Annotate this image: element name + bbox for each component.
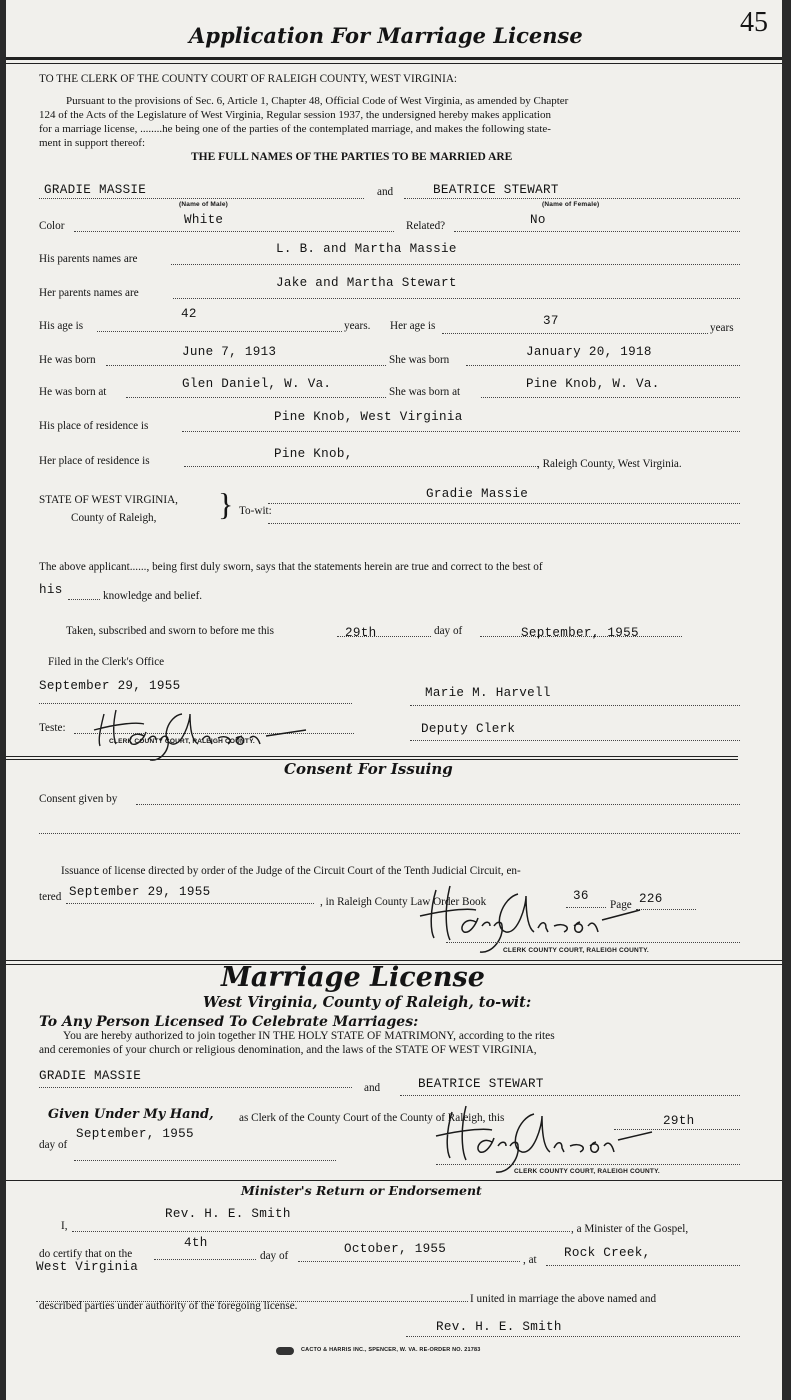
filed-date: September 29, 1955 (39, 679, 181, 693)
her-residence-value: Pine Knob, (274, 447, 353, 461)
minister-place-value-2: West Virginia (36, 1260, 139, 1274)
clerk-caption-2: CLERK COUNTY COURT, RALEIGH COUNTY. (503, 947, 649, 954)
given-text: as Clerk of the County Court of the County of Raleigh, this (239, 1112, 505, 1124)
united-text: I united in marriage the above named and (470, 1293, 657, 1305)
entered-date: September 29, 1955 (69, 885, 211, 899)
teste-label: Teste: (39, 722, 66, 734)
issuance-text: Issuance of license directed by order of the Judge of the Circuit Court of the Tenth Judicial Circuit, en- (61, 865, 521, 877)
color-value: White (184, 213, 224, 227)
she-born-value: January 20, 1918 (526, 345, 652, 359)
pursuant-text-4: ment in support thereof: (39, 137, 146, 149)
he-born-label: He was born (39, 354, 96, 366)
years-label-1: years. (344, 320, 371, 332)
raleigh-suffix: , Raleigh County, West Virginia. (537, 458, 682, 470)
minister-month-value: October, 1955 (344, 1242, 447, 1256)
county-label: County of Raleigh, (71, 512, 157, 524)
deputy-title: Deputy Clerk (421, 722, 516, 736)
she-born-at-label: She was born at (389, 386, 461, 398)
her-age-value: 37 (543, 314, 559, 328)
described-text: described parties under authority of the foregoing license. (39, 1300, 298, 1312)
consent-given-label: Consent given by (39, 793, 118, 805)
clerk-caption-3: CLERK COUNTY COURT, RALEIGH COUNTY. (514, 1168, 660, 1175)
license-and: and (364, 1082, 381, 1094)
state-label: STATE OF WEST VIRGINIA, (39, 494, 178, 506)
page-number: 45 (740, 7, 768, 38)
his-parents-value: L. B. and Martha Massie (276, 242, 457, 256)
his-age-value: 42 (181, 307, 197, 321)
minister-day-value: 4th (184, 1236, 208, 1250)
his-age-label: His age is (39, 320, 84, 332)
header-rule-thin (6, 63, 782, 64)
license-day-of-label: day of (39, 1139, 68, 1151)
license-female-name: BEATRICE STEWART (418, 1077, 544, 1091)
minister-day-of: day of (260, 1250, 289, 1262)
related-value: No (530, 213, 546, 227)
and-label: and (377, 186, 394, 198)
license-month-value: September, 1955 (76, 1127, 194, 1141)
related-label: Related? (406, 220, 446, 232)
full-names-heading: THE FULL NAMES OF THE PARTIES TO BE MARRIED ARE (191, 151, 513, 163)
female-name-value: BEATRICE STEWART (433, 183, 559, 197)
entered-label: tered (39, 891, 62, 903)
minister-suffix: , a Minister of the Gospel, (571, 1223, 689, 1235)
footer-imprint: CACTO & HARRIS INC., SPENCER, W. VA. RE-ORDER NO. 21783 (301, 1347, 481, 1353)
pursuant-text-1: Pursuant to the provisions of Sec. 6, Article 1, Chapter 48, Official Code of West Virginia, as amended by Chapter (66, 95, 569, 107)
years-label-2: years (710, 322, 734, 334)
document-page (6, 0, 782, 1400)
filed-label: Filed in the Clerk's Office (48, 656, 165, 668)
she-born-label: She was born (389, 354, 450, 366)
he-born-at-value: Glen Daniel, W. Va. (182, 377, 332, 391)
female-name-caption: (Name of Female) (542, 201, 600, 208)
license-body-2: and ceremonies of your church or religious denomination, and the laws of the STATE OF WEST VIRGINIA, (39, 1044, 537, 1056)
union-label-icon (276, 1347, 294, 1355)
sworn-statement: The above applicant......, being first duly sworn, says that the statements herein are true and correct to the best of (39, 561, 543, 573)
he-born-at-label: He was born at (39, 386, 107, 398)
brace-icon: } (218, 486, 234, 522)
to-any-person: To Any Person Licensed To Celebrate Marriages: (39, 1014, 419, 1030)
certify-label: do certify that on the (39, 1248, 133, 1260)
she-born-at-value: Pine Knob, W. Va. (526, 377, 660, 391)
color-label: Color (39, 220, 65, 232)
license-subtitle: West Virginia, County of Raleigh, to-wit: (203, 994, 532, 1011)
her-parents-label: Her parents names are (39, 287, 139, 299)
he-born-value: June 7, 1913 (182, 345, 277, 359)
clerk-name: Marie M. Harvell (425, 686, 551, 700)
header-rule (6, 57, 782, 60)
male-name-caption: (Name of Male) (179, 201, 229, 208)
in-raleigh-text: , in Raleigh County Law Order Book (320, 896, 487, 908)
her-age-label: Her age is (390, 320, 436, 332)
document-title: Application For Marriage License (189, 23, 583, 48)
his-residence-label: His place of residence is (39, 420, 149, 432)
page-value: 226 (639, 892, 663, 906)
his-value: his (39, 583, 63, 597)
given-under-hand: Given Under My Hand, (48, 1107, 214, 1122)
knowledge-text: knowledge and belief. (103, 590, 203, 602)
minister-signature: Rev. H. E. Smith (436, 1320, 562, 1334)
book-number: 36 (573, 889, 589, 903)
minister-title: Minister's Return or Endorsement (241, 1183, 482, 1198)
license-day-value: 29th (663, 1114, 695, 1128)
sworn-month-year: September, 1955 (521, 626, 639, 640)
license-title: Marriage License (221, 962, 485, 993)
minister-place-value: Rock Creek, (564, 1246, 651, 1260)
male-name-value: GRADIE MASSIE (44, 183, 147, 197)
license-male-name: GRADIE MASSIE (39, 1069, 142, 1083)
taken-text: Taken, subscribed and sworn to before me this (66, 625, 274, 637)
page-label: Page (610, 899, 632, 911)
his-residence-value: Pine Knob, West Virginia (274, 410, 463, 424)
clerk-signature-3 (426, 1098, 656, 1178)
at-label: , at (523, 1254, 537, 1266)
minister-name: Rev. H. E. Smith (165, 1207, 291, 1221)
pursuant-text-2: 124 of the Acts of the Legislature of West Virginia, Regular session 1937, the undersigned hereby makes application (39, 109, 551, 121)
her-parents-value: Jake and Martha Stewart (276, 276, 457, 290)
minister-i-label: I, (61, 1220, 68, 1232)
her-residence-label: Her place of residence is (39, 455, 150, 467)
sworn-day-value: 29th (345, 626, 377, 640)
pursuant-text-3: for a marriage license, ........he being one of the parties of the contemplated marriage, and makes the following state- (39, 123, 551, 135)
consent-title: Consent For Issuing (284, 760, 453, 778)
his-parents-label: His parents names are (39, 253, 138, 265)
clerk-caption-1: CLERK COUNTY COURT, RALEIGH COUNTY. (109, 738, 255, 745)
to-clerk-line: TO THE CLERK OF THE COUNTY COURT OF RALEIGH COUNTY, WEST VIRGINIA: (39, 73, 458, 85)
affiant-name: Gradie Massie (426, 487, 529, 501)
day-of-label: day of (434, 625, 463, 637)
license-body-1: You are hereby authorized to join together IN THE HOLY STATE OF MATRIMONY, according to the rites (63, 1030, 555, 1042)
to-wit-label: To-wit: (239, 505, 272, 517)
